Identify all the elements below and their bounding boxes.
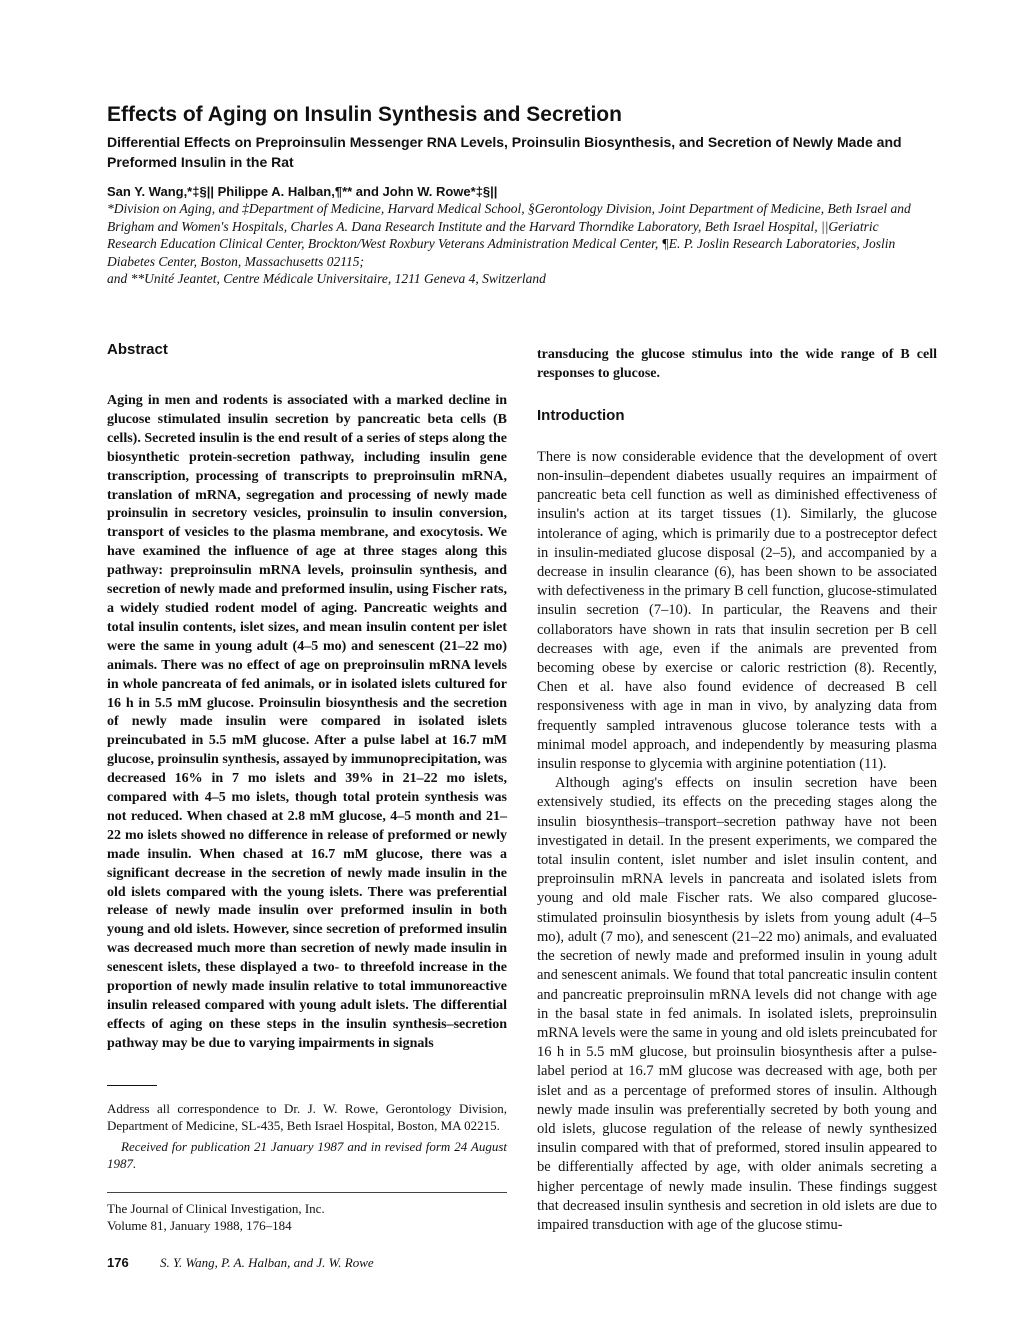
journal-name: The Journal of Clinical Investigation, Inc.: [107, 1201, 325, 1216]
received-note: Received for publication 21 January 1987 and in revised form 24 August 1987.: [107, 1139, 507, 1171]
footnotes: [107, 1100, 507, 1172]
article-subtitle: Differential Effects on Preproinsulin Messenger RNA Levels, Proinsulin Biosynthesis, and Secretion of Newly Made and Preformed Insulin in the Rat: [107, 134, 902, 170]
right-column: [537, 340, 937, 1235]
correspondence-note: Address all correspondence to Dr. J. W. Rowe, Gerontology Division, Department of Medicine, SL-435, Beth Israel Hospital, Boston, MA 02215.: [107, 1101, 507, 1133]
affiliations: [107, 200, 922, 288]
affiliation-line: *Division on Aging, and ‡Department of Medicine, Harvard Medical School, §Gerontology Division, Joint Department of Medicine, Beth Israel and Brigham and Women's Hospitals, Charles A. Dana Research Institute and the Harvard Thorndike Laboratory, Beth Israel Hospital, ||Geriatric Research Education Clinical Center, Brockton/West Roxbury Veterans Administration Medical Center, ¶E. P. Joslin Research Laboratories, Joslin Diabetes Center, Boston, Massachusetts 02115;: [107, 201, 911, 269]
article-title: Effects of Aging on Insulin Synthesis and Secretion: [107, 103, 622, 126]
abstract-heading: Abstract: [107, 341, 168, 358]
journal-info: [107, 1200, 507, 1234]
affiliation-line: and **Unité Jeantet, Centre Médicale Universitaire, 1211 Geneva 4, Switzerland: [107, 271, 546, 286]
introduction-heading: Introduction: [537, 406, 625, 424]
left-column: [107, 340, 507, 1054]
journal-volume: Volume 81, January 1988, 176–184: [107, 1218, 292, 1233]
intro-paragraph: Although aging's effects on insulin secretion have been extensively studied, its effects on the preceding stages along the insulin biosynthesis–transport–secretion pathway have not been investigated in detail. In the present experiments, we compared the total insulin content, islet number and islet insulin content, and preproinsulin mRNA levels in pancreata and isolated islets from young and old male Fischer rats. We also compared glucose-stimulated proinsulin biosynthesis by islets from young adult (4–5 mo), adult (7 mo), and senescent (21–22 mo) animals, and evaluated the secretion of newly made and preformed insulin in young adult and senescent animals. We found that total pancreatic insulin content and pancreatic preproinsulin mRNA levels did not change with age in the basal state in fed animals. In isolated islets, preproinsulin mRNA levels were the same in young and old islets preincubated for 16 h in 5.5 mM glucose, but proinsulin biosynthesis after a pulse-label period at 16.7 mM glucose was decreased with age, both per islet and as a percentage of preformed stores of insulin. Although newly made insulin was preferentially secreted by both young and old islets, glucose regulation of the release of newly synthesized insulin compared with that of preformed, stored insulin appeared to be differentially affected by age, with older animals secreting a higher percentage of newly made insulin. These findings suggest that decreased insulin synthesis and secretion in old islets are due to impaired transduction with age of the glucose stimu-: [537, 775, 937, 1233]
abstract-continuation: transducing the glucose stimulus into the wide range of B cell responses to glucose.: [537, 347, 937, 381]
journal-divider: [107, 1192, 507, 1193]
author-list: San Y. Wang,*‡§|| Philippe A. Halban,¶** and John W. Rowe*‡§||: [107, 184, 498, 199]
abstract-text: Aging in men and rodents is associated with a marked decline in glucose stimulated insulin secretion by pancreatic beta cells (B cells). Secreted insulin is the end result of a series of steps along the biosynthetic protein-secretion pathway, including insulin gene transcription, processing of transcripts to preproinsulin mRNA, translation of mRNA, segregation and processing of newly made proinsulin in secretory vesicles, proinsulin to insulin conversion, transport of vesicles to the plasma membrane, and exocytosis. We have examined the influence of age at three stages along this pathway: preproinsulin mRNA levels, proinsulin synthesis, and secretion of newly made and preformed insulin, using Fischer rats, a widely studied rodent model of aging. Pancreatic weights and total insulin contents, islet sizes, and mean insulin content per islet were the same in young adult (4–5 mo) and senescent (21–22 mo) animals. There was no effect of age on preproinsulin mRNA levels in whole pancreata of fed animals, or in isolated islets cultured for 16 h in 5.5 mM glucose. Proinsulin biosynthesis and the secretion of newly made insulin were compared in isolated islets preincubated in 5.5 mM glucose. After a pulse label at 16.7 mM glucose, proinsulin synthesis, assayed by immunoprecipitation, was decreased 16% in 7 mo islets and 39% in 21–22 mo islets, compared with 4–5 mo islets, though total protein synthesis was not reduced. When chased at 2.8 mM glucose, 4–5 month and 21–22 mo islets showed no difference in release of preformed or newly made insulin. When chased at 16.7 mM glucose, there was a significant decrease in the secretion of newly made insulin in the old islets compared with the young islets. There was preferential release of newly made insulin over preformed insulin in both young and old islets. However, since secretion of preformed insulin was decreased much more than secretion of newly made insulin in senescent islets, these displayed a two- to threefold increase in the proportion of newly made insulin relative to total immunoreactive insulin released compared with young adult islets. The differential effects of aging on these steps in the insulin synthesis–secretion pathway may be due to varying impairments in signals: [107, 393, 507, 1051]
running-head: S. Y. Wang, P. A. Halban, and J. W. Rowe: [159, 1255, 374, 1270]
intro-paragraph: There is now considerable evidence that the development of overt non-insulin–dependent diabetes usually requires an impairment of pancreatic beta cell function as well as diminished effectiveness of insulin's action at its target tissues (1). Similarly, the glucose intolerance of aging, which is primarily due to a postreceptor defect in insulin-mediated glucose disposal (2–5), and accompanied by a decrease in insulin clearance (6), has been shown to be associated with defectiveness in the primary B cell function, glucose-stimulated insulin secretion (7–10). In particular, the Reavens and their collaborators have shown in rats that insulin secretion per B cell decreases with age, even if the animals are prevented from becoming obese by exercise or caloric restriction (8). Recently, Chen et al. have also found evidence of decreased B cell responsiveness with age in man in vivo, by analyzing data from frequently sampled intravenous glucose tolerance tests with a minimal model approach, and independently by measuring plasma insulin response to glycemia with arginine potentiation (11).: [537, 448, 937, 773]
page-footer: [107, 1254, 607, 1271]
footnote-divider: [107, 1085, 157, 1086]
page-number: 176: [107, 1255, 129, 1270]
